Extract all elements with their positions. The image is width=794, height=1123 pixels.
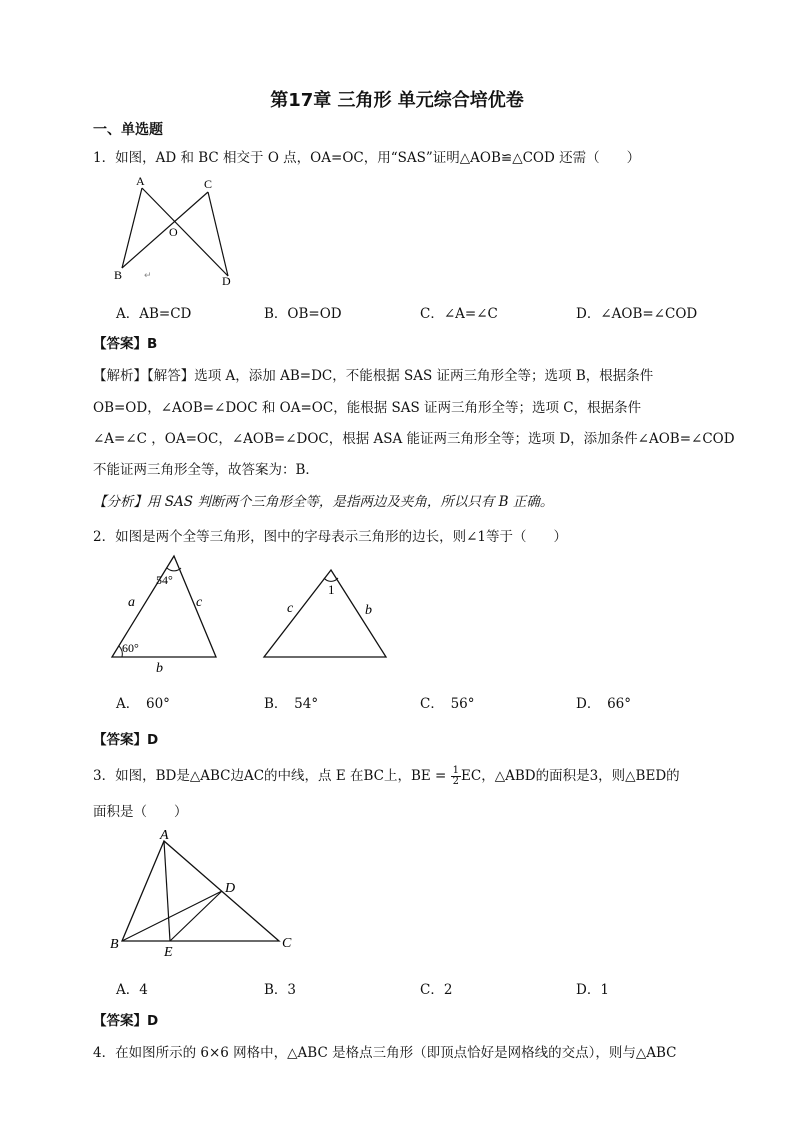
q3-fraction-den: 2 (452, 776, 460, 787)
q3-fraction (451, 766, 461, 787)
q3-stem-before: 3．如图，BD是△ABC边AC的中线，点 E 在BC上，BE = (93, 768, 451, 784)
q3-label-d: D (225, 881, 236, 896)
q3-stem-after: EC，△ABD的面积是3，则△BED的 (461, 768, 680, 784)
q1-label-a: A (136, 174, 145, 188)
q3-label-a: A (160, 828, 169, 843)
q3-option-c: C．2 (420, 982, 453, 998)
q1-return-mark: ↵ (144, 270, 152, 280)
q4-stem: 4．在如图所示的 6×6 网格中，△ABC 是格点三角形（即顶点恰好是网格线的交点），则与△ABC (93, 1045, 677, 1061)
q1-analysis-line-3: ∠A=∠C ，OA=OC，∠AOB=∠DOC，根据 ASA 能证两三角形全等；选项 D，添加条件∠AOB=∠COD (93, 431, 735, 447)
q2-side-c: c (196, 595, 203, 610)
q1-analysis-line-4: 不能证两三角形全等，故答案为：B． (93, 462, 319, 478)
q1-label-c: C (204, 177, 213, 191)
q3-option-a: A．4 (116, 982, 148, 998)
q1-analysis-line-2: OB=OD，∠AOB=∠DOC 和 OA=OC，能根据 SAS 证两三角形全等；选项 C，根据条件 (93, 400, 642, 416)
q2-angle-54: 54° (156, 573, 173, 587)
q3-answer: 【答案】D (93, 1013, 159, 1029)
q2-figure-left (104, 553, 224, 678)
q2-side-c2: c (287, 601, 294, 616)
q1-analysis-line-1: 【解析】【解答】选项 A，添加 AB=DC，不能根据 SAS 证两三角形全等；选项 B，根据条件 (93, 368, 654, 384)
q1-option-b: B．OB=OD (264, 306, 342, 322)
q1-note: 【分析】用 SAS 判断两个三角形全等，是指两边及夹角，所以只有 B 正确。 (93, 494, 554, 510)
q1-figure (110, 172, 250, 292)
q1-answer: 【答案】B (93, 336, 158, 352)
q3-label-e: E (164, 945, 173, 960)
q3-option-d: D．1 (576, 982, 609, 998)
q3-option-b: B．3 (264, 982, 297, 998)
q1-label-d: D (222, 274, 231, 288)
q1-label-b: B (114, 268, 123, 282)
q2-option-d: D． 66° (576, 696, 632, 712)
q1-option-c: C．∠A=∠C (420, 306, 498, 322)
section-heading: 一、单选题 (93, 122, 163, 138)
q2-side-b2: b (365, 603, 372, 618)
q2-side-b: b (156, 661, 163, 676)
q3-stem-line-2: 面积是（ ） (93, 804, 188, 820)
q1-option-d: D．∠AOB=∠COD (576, 306, 698, 322)
q2-option-b: B． 54° (264, 696, 319, 712)
q1-stem: 1．如图，AD 和 BC 相交于 O 点，OA=OC，用“SAS”证明△AOB≌△COD 还需（ ） (93, 150, 641, 166)
q2-option-a: A． 60° (116, 696, 170, 712)
q2-answer: 【答案】D (93, 732, 159, 748)
q3-label-b: B (110, 937, 119, 952)
document-title: 第17章 三角形 单元综合培优卷 (270, 90, 524, 111)
q2-angle-1: 1 (328, 582, 335, 597)
q2-angle-60: 60° (122, 641, 139, 655)
q2-stem: 2．如图是两个全等三角形，图中的字母表示三角形的边长，则∠1等于（ ） (93, 529, 567, 545)
q2-side-a: a (128, 595, 135, 610)
q3-fraction-num: 1 (452, 765, 460, 776)
q2-option-c: C． 56° (420, 696, 475, 712)
q1-option-a: A．AB=CD (116, 306, 192, 322)
q2-figure-right (258, 565, 393, 665)
q3-figure (104, 828, 304, 963)
q1-label-o: O (169, 225, 178, 239)
q3-label-c: C (282, 936, 292, 951)
q3-stem (93, 764, 713, 787)
